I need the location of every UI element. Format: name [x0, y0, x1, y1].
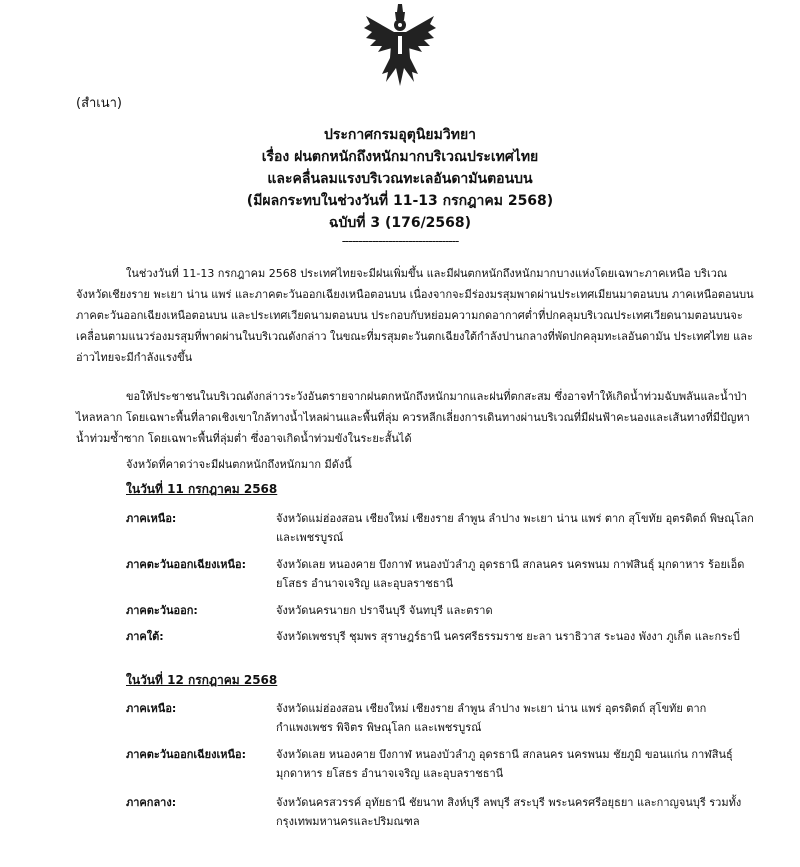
region-row — [126, 627, 766, 646]
provinces-intro: จังหวัดที่คาดว่าจะมีฝนตกหนักถึงหนักมาก มีดังนี้ — [126, 458, 352, 471]
title-line-1: ประกาศกรมอุตุนิยมวิทยา — [323, 127, 477, 143]
title-line-3: และคลื่นลมแรงบริเวณทะเลอันดามันตอนบน — [267, 171, 533, 187]
province-list: จังหวัดแม่ฮ่องสอน เชียงใหม่ เชียงราย ลำพูน ลำปาง พะเยา น่าน แพร่ ตาก สุโขทัย อุตรดิตถ์ พิษณุโลก และเพชรบูรณ์ — [276, 512, 754, 544]
province-list: จังหวัดแม่ฮ่องสอน เชียงใหม่ เชียงราย ลำพูน ลำปาง พะเยา น่าน แพร่ อุตรดิตถ์ สุโขทัย ตาก กำแพงเพชร พิจิตร พิษณุโลก และเพชรบูรณ์ — [276, 702, 707, 734]
region-label: ภาคใต้: — [126, 630, 164, 643]
region-row — [126, 793, 766, 831]
region-label: ภาคตะวันออก: — [126, 604, 198, 617]
title-line-2: เรื่อง ฝนตกหนักถึงหนักมากบริเวณประเทศไทย — [261, 149, 539, 165]
region-label: ภาคกลาง: — [126, 796, 177, 809]
title-line-5: ฉบับที่ 3 (176/2568) — [328, 215, 472, 231]
region-label: ภาคตะวันออกเฉียงเหนือ: — [126, 558, 247, 571]
announcement-heading — [0, 124, 800, 248]
garuda-emblem-icon — [362, 2, 438, 88]
day-title-11: ในวันที่ 11 กรกฎาคม 2568 — [126, 482, 278, 496]
region-label: ภาคเหนือ: — [126, 512, 177, 525]
paragraph-situation: ในช่วงวันที่ 11-13 กรกฎาคม 2568 ประเทศไทยจะมีฝนเพิ่มขึ้น และมีฝนตกหนักถึงหนักมากบางแห่งโดยเฉพาะภาคเหนือ บริเวณจังหวัดเชียงราย พะเยา น่าน แพร่ และภาคตะวันออกเฉียงเหนือตอนบน เนื่องจากจะมีร่องมรสุมพาดผ่านประเทศเมียนมาตอนบน ภาคเหนือตอนบน ภาคตะวันออกเฉียงเหนือตอนบน และประเทศเวียดนามตอนบน ประกอบกับหย่อมความกดอากาศต่ำที่ปกคลุมบริเวณประเทศเวียดนามตอนบนจะเคลื่อนตามแนวร่องมรสุมที่พาดผ่านในบริเวณดังกล่าว ในขณะที่มรสุมตะวันตกเฉียงใต้กำลังปานกลางที่พัดปกคลุมทะเลอันดามัน ประเทศไทย และอ่าวไทยจะมีกำลังแรงขึ้น — [76, 267, 754, 364]
copy-mark: (สำเนา) — [76, 96, 123, 111]
region-row — [126, 699, 766, 737]
region-row — [126, 509, 766, 547]
province-list: จังหวัดนครสวรรค์ อุทัยธานี ชัยนาท สิงห์บุรี ลพบุรี สระบุรี พระนครศรีอยุธยา และกาญจนบุรี รวมทั้งกรุงเทพมหานครและปริมณฑล — [276, 796, 742, 828]
title-divider: ----------------------------------- — [341, 234, 459, 248]
day-title-12: ในวันที่ 12 กรกฎาคม 2568 — [126, 673, 278, 687]
region-row — [126, 745, 766, 783]
province-list: จังหวัดเลย หนองคาย บึงกาฬ หนองบัวลำภู อุดรธานี สกลนคร นครพนม ชัยภูมิ ขอนแก่น กาฬสินธุ์ มุกดาหาร ยโสธร อำนาจเจริญ และอุบลราชธานี — [276, 748, 733, 780]
title-line-4: (มีผลกระทบในช่วงวันที่ 11-13 กรกฎาคม 2568) — [246, 193, 554, 209]
province-list: จังหวัดเพชรบุรี ชุมพร สุราษฎร์ธานี นครศรีธรรมราช ยะลา นราธิวาส ระนอง พังงา ภูเก็ต และกระบี่ — [276, 630, 740, 643]
region-row — [126, 601, 766, 620]
region-row — [126, 555, 766, 593]
paragraph-warning: ขอให้ประชาชนในบริเวณดังกล่าวระวังอันตรายจากฝนตกหนักถึงหนักมากและฝนที่ตกสะสม ซึ่งอาจทำให้เกิดน้ำท่วมฉับพลันและน้ำป่าไหลหลาก โดยเฉพาะพื้นที่ลาดเชิงเขาใกล้ทางน้ำไหลผ่านและพื้นที่ลุ่ม ควรหลีกเลี่ยงการเดินทางผ่านบริเวณที่มีฝนฟ้าคะนองและเส้นทางที่มีปัญหาน้ำท่วมซ้ำซาก โดยเฉพาะพื้นที่ลุ่มต่ำ ซึ่งอาจเกิดน้ำท่วมขังในระยะสั้นได้ — [76, 390, 750, 445]
region-label: ภาคตะวันออกเฉียงเหนือ: — [126, 748, 247, 761]
region-label: ภาคเหนือ: — [126, 702, 177, 715]
province-list: จังหวัดเลย หนองคาย บึงกาฬ หนองบัวลำภู อุดรธานี สกลนคร นครพนม กาฬสินธุ์ มุกดาหาร ร้อยเอ็ด ยโสธร อำนาจเจริญ และอุบลราชธานี — [276, 558, 745, 590]
province-list: จังหวัดนครนายก ปราจีนบุรี จันทบุรี และตราด — [276, 604, 493, 617]
